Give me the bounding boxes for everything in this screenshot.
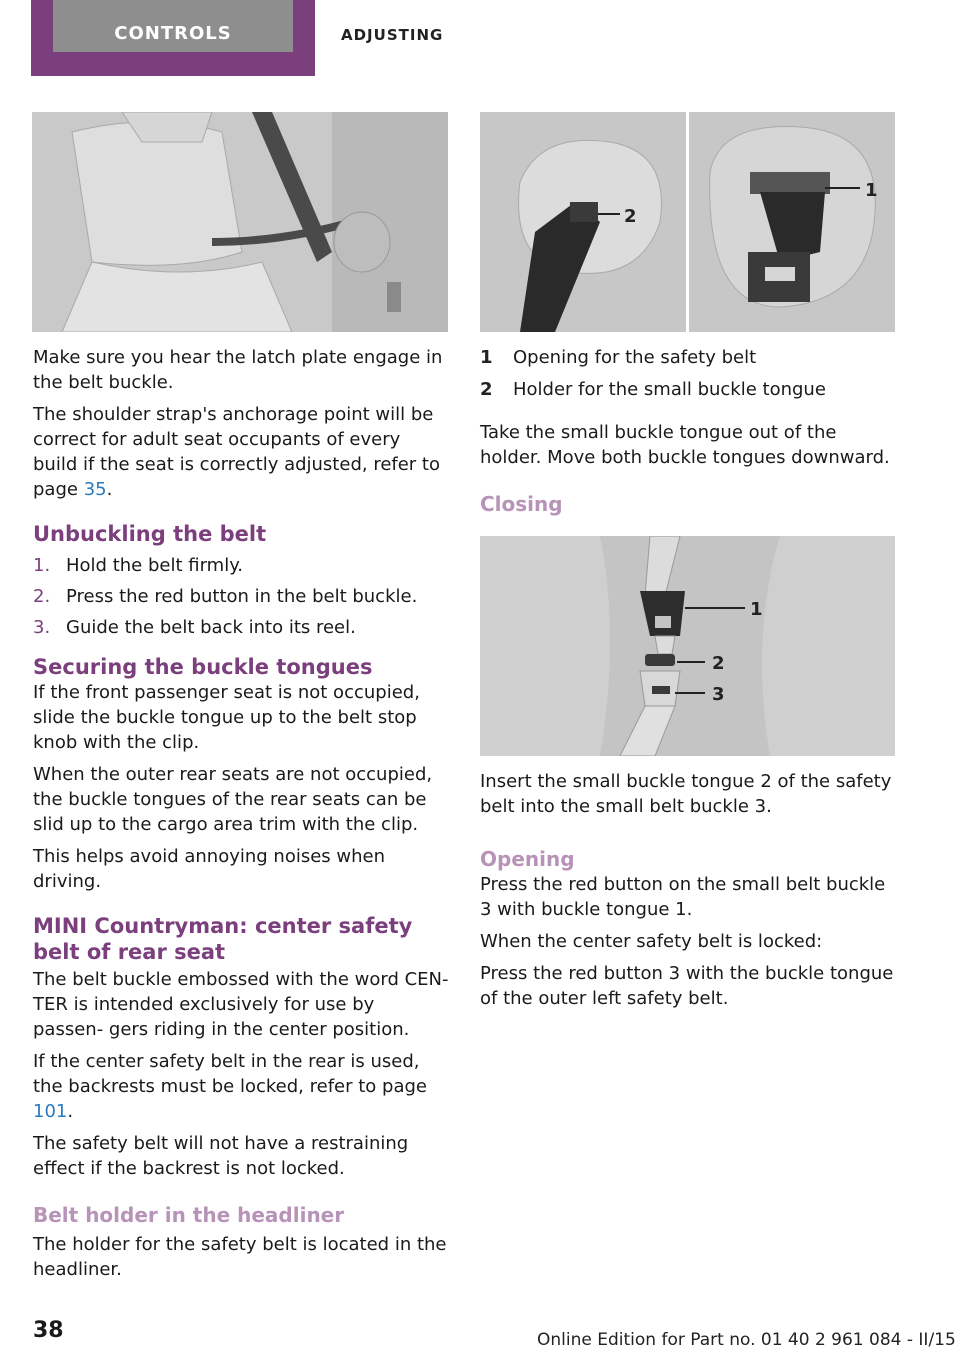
footer-edition-text: Online Edition for Part no. 01 40 2 961 084 - II/15 <box>537 1330 956 1350</box>
opening-paragraph-2: When the center safety belt is locked: <box>480 931 823 952</box>
page-number: 38 <box>33 1318 64 1343</box>
step-1: 1. Hold the belt firmly. <box>33 555 244 576</box>
legend-item-1: 1 Opening for the safety belt <box>480 347 757 368</box>
securing-paragraph-3: This helps avoid annoying noises when driving. <box>33 846 386 892</box>
step-2: 2. Press the red button in the belt buckle. <box>33 586 418 607</box>
header-section-label: ADJUSTING <box>341 26 444 44</box>
securing-paragraph-1: If the front passenger seat is not occupied, slide the buckle tongue up to the belt stop knob with the clip. <box>33 682 420 753</box>
legend-item-2: 2 Holder for the small buckle tongue <box>480 379 826 400</box>
heading-opening: Opening <box>480 847 575 871</box>
securing-paragraph-2: When the outer rear seats are not occupied, the buckle tongues of the rear seats can be slid up to the cargo area trim with the clip. <box>33 764 433 835</box>
countryman-paragraph-3: The safety belt will not have a restraining effect if the backrest is not locked. <box>33 1133 409 1179</box>
take-paragraph: Take the small buckle tongue out of the holder. Move both buckle tongues downward. <box>480 422 890 468</box>
holder-paragraph: The holder for the safety belt is located in the headliner. <box>33 1234 447 1280</box>
opening-paragraph-3: Press the red button 3 with the buckle tongue of the outer left safety belt. <box>480 963 894 1009</box>
figure-front-seat-belt <box>32 112 448 332</box>
insert-paragraph: Insert the small buckle tongue 2 of the safety belt into the small belt buckle 3. <box>480 771 892 817</box>
fig2-callout-1: 1 <box>865 180 878 201</box>
page-link-35[interactable]: 35 <box>83 479 107 500</box>
heading-closing: Closing <box>480 492 563 516</box>
front-seat-belt-illustration <box>32 112 448 332</box>
center-belt-illustration <box>480 536 895 756</box>
header-tab <box>31 0 315 76</box>
heading-unbuckling: Unbuckling the belt <box>33 522 267 546</box>
right-column-lower <box>480 769 896 1018</box>
opening-paragraph-1: Press the red button on the small belt buckle 3 with buckle tongue 1. <box>480 874 886 920</box>
anchorage-paragraph: The shoulder strap's anchorage point will be correct for adult seat occupants of every build if the seat is correctly adjusted, refer to page 35. <box>33 404 440 500</box>
latch-paragraph: Make sure you hear the latch plate engage in the belt buckle. <box>33 347 443 393</box>
fig2-callout-2: 2 <box>624 206 637 227</box>
figure-center-belt-closing <box>480 536 895 756</box>
heading-countryman: MINI Countryman: center safety belt of rear seat <box>33 914 413 964</box>
left-column <box>33 345 449 1289</box>
figure-headliner-holder <box>480 112 895 332</box>
heading-securing: Securing the buckle tongues <box>33 655 373 679</box>
countryman-paragraph-2: If the center safety belt in the rear is used, the backrests must be locked, refer to page 101. <box>33 1051 427 1122</box>
page-link-101[interactable]: 101 <box>33 1101 68 1122</box>
heading-belt-holder: Belt holder in the headliner <box>33 1203 345 1227</box>
countryman-paragraph-1: The belt buckle embossed with the word CEN‐ TER is intended exclusively for use by passen‐ gers riding in the center position. <box>33 969 449 1040</box>
header-tab-label: CONTROLS <box>53 0 293 52</box>
fig3-callout-1: 1 <box>750 599 763 620</box>
headliner-holder-illustration <box>480 112 895 332</box>
step-3: 3. Guide the belt back into its reel. <box>33 617 356 638</box>
fig3-callout-3: 3 <box>712 684 725 705</box>
right-column <box>480 345 896 521</box>
fig3-callout-2: 2 <box>712 653 725 674</box>
